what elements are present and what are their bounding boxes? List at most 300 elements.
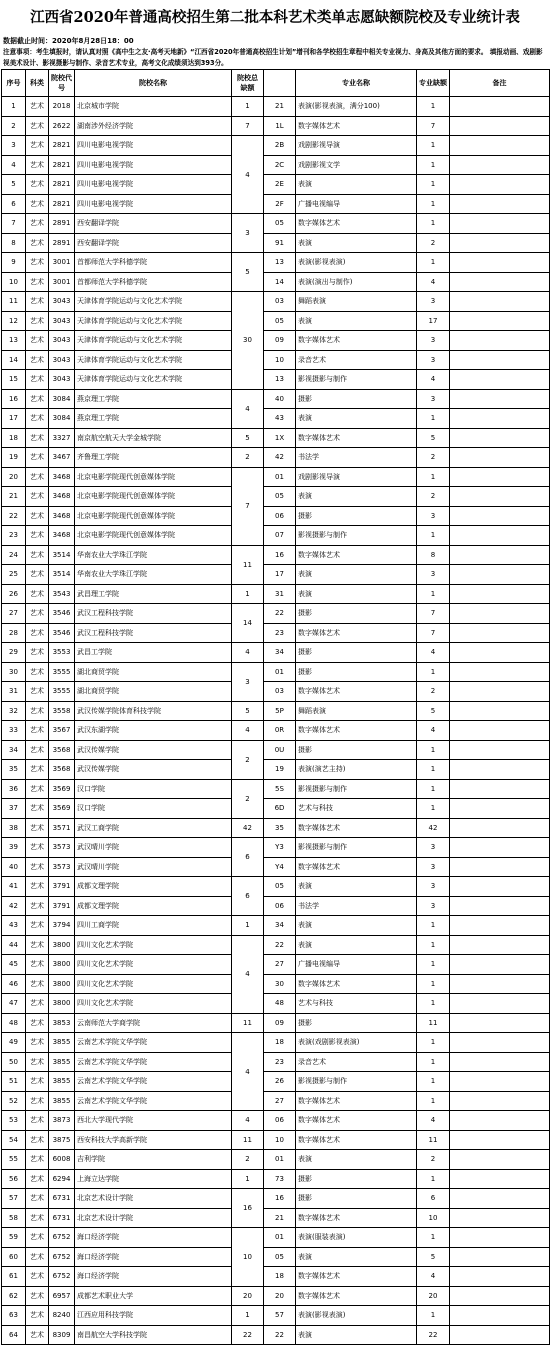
row-school-name: 江西应用科技学院 — [75, 1306, 232, 1326]
row-major-code: 2E — [264, 175, 296, 195]
row-major-name: 数字媒体艺术 — [296, 1130, 417, 1150]
row-remarks — [450, 1306, 550, 1326]
header-major-code — [264, 70, 296, 97]
row-school-name: 云南师范大学商学院 — [75, 1013, 232, 1033]
table-row — [2, 350, 550, 370]
table-row — [2, 311, 550, 331]
table-row — [2, 896, 550, 916]
row-remarks — [450, 604, 550, 624]
row-major-vacancy: 1 — [417, 155, 450, 175]
table-header-row — [2, 70, 550, 97]
row-remarks — [450, 994, 550, 1014]
row-remarks — [450, 974, 550, 994]
row-category: 艺术 — [26, 331, 49, 351]
row-major-vacancy: 3 — [417, 506, 450, 526]
row-school-total: 2 — [232, 448, 264, 468]
table-row — [2, 1013, 550, 1033]
row-major-code: 27 — [264, 955, 296, 975]
row-index: 31 — [2, 682, 26, 702]
row-major-code: 10 — [264, 350, 296, 370]
notice-text: 注意事项：考生填报时，请认真对照《高中生之友·高考天地新》“江西省2020年普通高校招生计划”增刊和各学校招生章程中相关专业视力、身高及其他方面的要求。 填报动画、戏剧影视美术设计、影视摄影与制作、录音艺术专业，高考文化成绩须达到393分。 — [3, 48, 543, 67]
row-category: 艺术 — [26, 974, 49, 994]
row-school-code: 3791 — [49, 877, 75, 897]
table-row — [2, 1052, 550, 1072]
row-school-code: 3567 — [49, 721, 75, 741]
table-row — [2, 1111, 550, 1131]
row-school-code: 6008 — [49, 1150, 75, 1170]
row-index: 13 — [2, 331, 26, 351]
row-school-code: 2891 — [49, 214, 75, 234]
row-school-name: 湖北商贸学院 — [75, 662, 232, 682]
row-category: 艺术 — [26, 467, 49, 487]
row-category: 艺术 — [26, 994, 49, 1014]
table-row — [2, 214, 550, 234]
row-category: 艺术 — [26, 233, 49, 253]
row-school-code: 3468 — [49, 506, 75, 526]
row-school-name: 四川文化艺术学院 — [75, 955, 232, 975]
row-category: 艺术 — [26, 487, 49, 507]
table-row — [2, 175, 550, 195]
row-remarks — [450, 506, 550, 526]
row-major-code: 0U — [264, 740, 296, 760]
row-major-vacancy: 4 — [417, 1111, 450, 1131]
row-major-name: 戏剧影视导演 — [296, 136, 417, 156]
row-school-code: 3800 — [49, 955, 75, 975]
row-school-name: 四川文化艺术学院 — [75, 974, 232, 994]
row-major-name: 摄影 — [296, 604, 417, 624]
row-remarks — [450, 331, 550, 351]
row-category: 艺术 — [26, 1325, 49, 1345]
row-major-name: 书法学 — [296, 896, 417, 916]
table-row — [2, 994, 550, 1014]
row-major-name: 数字媒体艺术 — [296, 428, 417, 448]
row-major-code: 21 — [264, 97, 296, 117]
row-school-total: 4 — [232, 1111, 264, 1131]
row-school-name: 南昌航空大学科技学院 — [75, 1325, 232, 1345]
row-major-code: Y3 — [264, 838, 296, 858]
row-category: 艺术 — [26, 779, 49, 799]
row-category: 艺术 — [26, 311, 49, 331]
row-index: 20 — [2, 467, 26, 487]
row-school-code: 6752 — [49, 1247, 75, 1267]
table-row — [2, 584, 550, 604]
row-major-name: 表演(影视表演) — [296, 1306, 417, 1326]
row-major-name: 数字媒体艺术 — [296, 974, 417, 994]
row-school-code: 6294 — [49, 1169, 75, 1189]
row-major-vacancy: 2 — [417, 487, 450, 507]
row-major-code: 30 — [264, 974, 296, 994]
row-major-code: 48 — [264, 994, 296, 1014]
row-major-vacancy: 1 — [417, 175, 450, 195]
row-school-code: 3327 — [49, 428, 75, 448]
row-school-code: 3875 — [49, 1130, 75, 1150]
table-row — [2, 331, 550, 351]
row-major-vacancy: 5 — [417, 428, 450, 448]
row-major-vacancy: 2 — [417, 233, 450, 253]
row-remarks — [450, 194, 550, 214]
row-major-vacancy: 7 — [417, 604, 450, 624]
table-row — [2, 682, 550, 702]
row-major-vacancy: 7 — [417, 116, 450, 136]
row-major-name: 摄影 — [296, 1013, 417, 1033]
row-school-total: 5 — [232, 253, 264, 292]
row-major-code: 21 — [264, 1208, 296, 1228]
row-index: 2 — [2, 116, 26, 136]
row-category: 艺术 — [26, 740, 49, 760]
row-major-name: 舞蹈表演 — [296, 701, 417, 721]
row-major-vacancy: 4 — [417, 272, 450, 292]
row-category: 艺术 — [26, 1130, 49, 1150]
row-school-code: 3573 — [49, 838, 75, 858]
row-category: 艺术 — [26, 506, 49, 526]
row-major-vacancy: 42 — [417, 818, 450, 838]
row-school-name: 武汉传媒学院 — [75, 760, 232, 780]
row-school-total: 30 — [232, 292, 264, 390]
table-row — [2, 643, 550, 663]
row-school-name: 武汉传媒学院体育科技学院 — [75, 701, 232, 721]
row-major-name: 表演 — [296, 175, 417, 195]
table-row — [2, 1208, 550, 1228]
row-index: 37 — [2, 799, 26, 819]
row-school-code: 3855 — [49, 1072, 75, 1092]
row-school-code: 3791 — [49, 896, 75, 916]
row-category: 艺术 — [26, 292, 49, 312]
deadline-text: 数据截止时间：2020年8月28日18：00 — [3, 37, 134, 45]
row-index: 30 — [2, 662, 26, 682]
table-row — [2, 1091, 550, 1111]
row-major-vacancy: 1 — [417, 584, 450, 604]
header-major-name: 专业名称 — [296, 70, 417, 97]
row-category: 艺术 — [26, 1013, 49, 1033]
row-school-total: 4 — [232, 389, 264, 428]
table-row — [2, 136, 550, 156]
row-major-name: 数字媒体艺术 — [296, 1208, 417, 1228]
row-index: 56 — [2, 1169, 26, 1189]
row-school-code: 2891 — [49, 233, 75, 253]
row-school-name: 武汉工程科技学院 — [75, 623, 232, 643]
row-index: 63 — [2, 1306, 26, 1326]
row-category: 艺术 — [26, 214, 49, 234]
row-remarks — [450, 760, 550, 780]
row-major-name: 摄影 — [296, 643, 417, 663]
table-row — [2, 662, 550, 682]
row-school-code: 3467 — [49, 448, 75, 468]
row-school-code: 3558 — [49, 701, 75, 721]
row-major-vacancy: 1 — [417, 955, 450, 975]
row-major-code: 03 — [264, 682, 296, 702]
row-remarks — [450, 877, 550, 897]
row-major-name: 影视摄影与制作 — [296, 1072, 417, 1092]
row-major-name: 摄影 — [296, 506, 417, 526]
row-school-code: 3043 — [49, 311, 75, 331]
row-major-code: 10 — [264, 1130, 296, 1150]
row-major-code: 22 — [264, 935, 296, 955]
table-row — [2, 877, 550, 897]
row-index: 64 — [2, 1325, 26, 1345]
row-school-total: 6 — [232, 838, 264, 877]
row-school-name: 天津体育学院运动与文化艺术学院 — [75, 331, 232, 351]
row-major-name: 数字媒体艺术 — [296, 818, 417, 838]
row-school-code: 3555 — [49, 682, 75, 702]
row-major-code: 34 — [264, 643, 296, 663]
row-school-code: 3855 — [49, 1052, 75, 1072]
row-major-vacancy: 1 — [417, 760, 450, 780]
row-major-vacancy: 3 — [417, 565, 450, 585]
row-school-code: 8240 — [49, 1306, 75, 1326]
row-index: 23 — [2, 526, 26, 546]
row-remarks — [450, 701, 550, 721]
row-school-name: 湖南涉外经济学院 — [75, 116, 232, 136]
row-major-name: 摄影 — [296, 740, 417, 760]
row-category: 艺术 — [26, 272, 49, 292]
row-school-name: 四川文化艺术学院 — [75, 994, 232, 1014]
row-major-vacancy: 2 — [417, 1150, 450, 1170]
row-category: 艺术 — [26, 350, 49, 370]
row-school-total: 1 — [232, 584, 264, 604]
row-school-total: 1 — [232, 97, 264, 117]
row-major-name: 摄影 — [296, 1169, 417, 1189]
row-category: 艺术 — [26, 896, 49, 916]
row-index: 44 — [2, 935, 26, 955]
table-row — [2, 545, 550, 565]
row-school-name: 武昌理工学院 — [75, 584, 232, 604]
row-school-code: 3001 — [49, 272, 75, 292]
row-category: 艺术 — [26, 448, 49, 468]
row-school-name: 西安科技大学高新学院 — [75, 1130, 232, 1150]
row-category: 艺术 — [26, 1169, 49, 1189]
row-major-vacancy: 1 — [417, 467, 450, 487]
table-row — [2, 370, 550, 390]
row-index: 29 — [2, 643, 26, 663]
row-major-vacancy: 11 — [417, 1013, 450, 1033]
page-title: 江西省2020年普通高校招生第二批本科艺术类单志愿缺额院校及专业统计表 — [30, 9, 520, 26]
row-school-name: 湖北商贸学院 — [75, 682, 232, 702]
row-remarks — [450, 1052, 550, 1072]
row-major-vacancy: 10 — [417, 1208, 450, 1228]
row-school-name: 武汉东湖学院 — [75, 721, 232, 741]
row-school-name: 汉口学院 — [75, 799, 232, 819]
row-index: 49 — [2, 1033, 26, 1053]
row-remarks — [450, 370, 550, 390]
row-index: 61 — [2, 1267, 26, 1287]
table-row — [2, 1189, 550, 1209]
row-remarks — [450, 662, 550, 682]
row-school-code: 3084 — [49, 409, 75, 429]
row-major-vacancy: 1 — [417, 526, 450, 546]
row-major-code: 31 — [264, 584, 296, 604]
row-remarks — [450, 1111, 550, 1131]
row-category: 艺术 — [26, 584, 49, 604]
row-category: 艺术 — [26, 604, 49, 624]
row-school-total: 14 — [232, 604, 264, 643]
table-row — [2, 292, 550, 312]
row-major-name: 表演 — [296, 584, 417, 604]
row-school-name: 西安翻译学院 — [75, 214, 232, 234]
row-category: 艺术 — [26, 97, 49, 117]
row-school-code: 3543 — [49, 584, 75, 604]
header-school-code: 院校代号 — [49, 70, 75, 97]
row-school-code: 3800 — [49, 994, 75, 1014]
row-category: 艺术 — [26, 857, 49, 877]
row-index: 54 — [2, 1130, 26, 1150]
row-category: 艺术 — [26, 194, 49, 214]
row-school-total: 5 — [232, 701, 264, 721]
row-index: 41 — [2, 877, 26, 897]
row-major-vacancy: 4 — [417, 1267, 450, 1287]
row-index: 10 — [2, 272, 26, 292]
row-school-name: 首都师范大学科德学院 — [75, 272, 232, 292]
row-school-name: 北京电影学院现代创意媒体学院 — [75, 487, 232, 507]
header-school-name: 院校名称 — [75, 70, 232, 97]
row-major-code: 23 — [264, 623, 296, 643]
row-school-code: 2821 — [49, 175, 75, 195]
table-row — [2, 1228, 550, 1248]
row-major-name: 表演(影视表演) — [296, 253, 417, 273]
row-index: 53 — [2, 1111, 26, 1131]
row-index: 15 — [2, 370, 26, 390]
row-major-code: 07 — [264, 526, 296, 546]
row-major-vacancy: 4 — [417, 643, 450, 663]
row-remarks — [450, 1130, 550, 1150]
row-major-name: 表演(戏剧影视表演) — [296, 1033, 417, 1053]
row-remarks — [450, 1189, 550, 1209]
row-major-name: 表演 — [296, 935, 417, 955]
row-index: 27 — [2, 604, 26, 624]
row-remarks — [450, 311, 550, 331]
row-school-code: 3043 — [49, 370, 75, 390]
row-major-vacancy: 1 — [417, 1052, 450, 1072]
row-major-vacancy: 3 — [417, 350, 450, 370]
row-school-code: 6752 — [49, 1267, 75, 1287]
row-school-name: 首都师范大学科德学院 — [75, 253, 232, 273]
row-index: 3 — [2, 136, 26, 156]
row-school-name: 云南艺术学院文华学院 — [75, 1052, 232, 1072]
table-row — [2, 428, 550, 448]
table-row — [2, 818, 550, 838]
row-major-name: 数字媒体艺术 — [296, 1267, 417, 1287]
row-major-code: 13 — [264, 253, 296, 273]
row-major-code: 14 — [264, 272, 296, 292]
row-school-name: 四川文化艺术学院 — [75, 935, 232, 955]
row-major-vacancy: 1 — [417, 409, 450, 429]
row-major-code: 03 — [264, 292, 296, 312]
row-major-code: 05 — [264, 311, 296, 331]
table-row — [2, 448, 550, 468]
row-remarks — [450, 1267, 550, 1287]
row-index: 28 — [2, 623, 26, 643]
row-remarks — [450, 214, 550, 234]
row-major-code: 40 — [264, 389, 296, 409]
table-row — [2, 760, 550, 780]
row-index: 39 — [2, 838, 26, 858]
row-index: 35 — [2, 760, 26, 780]
table-row — [2, 916, 550, 936]
row-major-code: 19 — [264, 760, 296, 780]
row-remarks — [450, 1247, 550, 1267]
row-index: 26 — [2, 584, 26, 604]
row-major-name: 数字媒体艺术 — [296, 214, 417, 234]
row-remarks — [450, 467, 550, 487]
row-major-name: 书法学 — [296, 448, 417, 468]
table-row — [2, 1150, 550, 1170]
row-remarks — [450, 389, 550, 409]
row-major-vacancy: 1 — [417, 214, 450, 234]
row-index: 17 — [2, 409, 26, 429]
table-row — [2, 467, 550, 487]
row-index: 16 — [2, 389, 26, 409]
row-major-code: 09 — [264, 1013, 296, 1033]
row-category: 艺术 — [26, 916, 49, 936]
row-index: 50 — [2, 1052, 26, 1072]
row-remarks — [450, 1286, 550, 1306]
row-major-code: 18 — [264, 1267, 296, 1287]
table-row — [2, 838, 550, 858]
row-major-code: 20 — [264, 1286, 296, 1306]
row-major-name: 表演 — [296, 233, 417, 253]
row-major-name: 表演 — [296, 409, 417, 429]
row-major-name: 数字媒体艺术 — [296, 331, 417, 351]
row-school-total: 22 — [232, 1325, 264, 1345]
row-school-code: 8309 — [49, 1325, 75, 1345]
row-major-code: 05 — [264, 877, 296, 897]
row-index: 6 — [2, 194, 26, 214]
row-major-vacancy: 1 — [417, 779, 450, 799]
row-index: 42 — [2, 896, 26, 916]
row-school-total: 11 — [232, 1013, 264, 1033]
row-school-name: 四川电影电视学院 — [75, 194, 232, 214]
row-remarks — [450, 1150, 550, 1170]
row-category: 艺术 — [26, 818, 49, 838]
row-school-code: 6731 — [49, 1208, 75, 1228]
row-index: 25 — [2, 565, 26, 585]
row-school-name: 燕京理工学院 — [75, 389, 232, 409]
row-major-name: 影视摄影与制作 — [296, 779, 417, 799]
row-major-name: 录音艺术 — [296, 350, 417, 370]
row-school-name: 武汉工商学院 — [75, 818, 232, 838]
row-major-code: 05 — [264, 1247, 296, 1267]
row-major-vacancy: 3 — [417, 838, 450, 858]
row-major-name: 数字媒体艺术 — [296, 682, 417, 702]
row-school-name: 武昌工学院 — [75, 643, 232, 663]
row-remarks — [450, 838, 550, 858]
row-major-name: 影视摄影与制作 — [296, 370, 417, 390]
row-school-total: 4 — [232, 643, 264, 663]
table-row — [2, 1267, 550, 1287]
row-major-name: 广播电视编导 — [296, 955, 417, 975]
row-school-code: 6957 — [49, 1286, 75, 1306]
row-remarks — [450, 526, 550, 546]
table-row — [2, 565, 550, 585]
row-school-name: 燕京理工学院 — [75, 409, 232, 429]
row-index: 48 — [2, 1013, 26, 1033]
row-school-total: 4 — [232, 935, 264, 1013]
row-index: 55 — [2, 1150, 26, 1170]
row-remarks — [450, 916, 550, 936]
row-major-code: 01 — [264, 1150, 296, 1170]
row-school-code: 3800 — [49, 974, 75, 994]
table-row — [2, 1325, 550, 1345]
row-category: 艺术 — [26, 136, 49, 156]
row-school-name: 西北大学现代学院 — [75, 1111, 232, 1131]
row-remarks — [450, 272, 550, 292]
table-body — [2, 97, 550, 1345]
row-major-vacancy: 1 — [417, 740, 450, 760]
row-major-name: 摄影 — [296, 662, 417, 682]
row-major-name: 摄影 — [296, 1189, 417, 1209]
row-major-name: 数字媒体艺术 — [296, 623, 417, 643]
row-category: 艺术 — [26, 1286, 49, 1306]
row-remarks — [450, 1325, 550, 1345]
